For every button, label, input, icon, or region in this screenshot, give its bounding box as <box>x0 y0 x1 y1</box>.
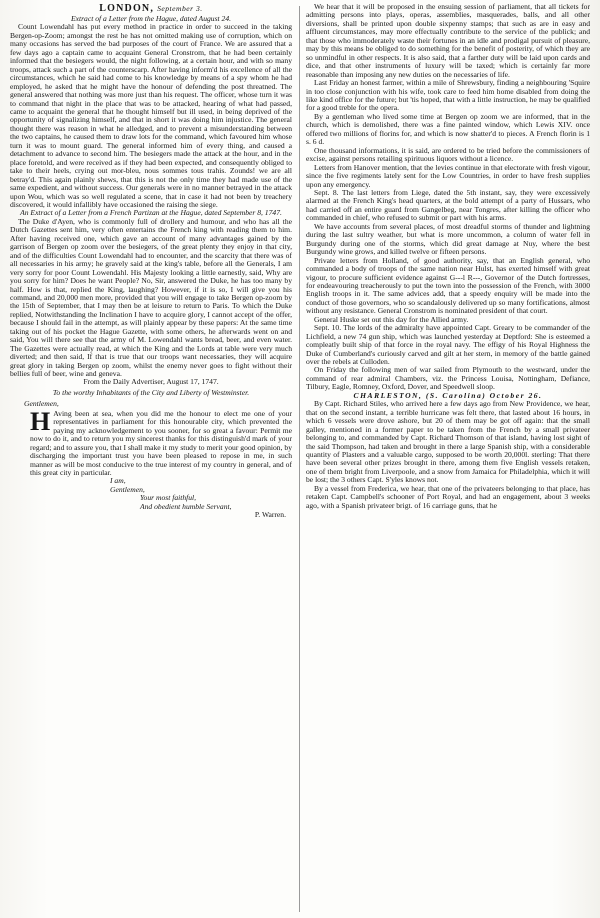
article-general-huske: General Huske set out this day for the Allied army. <box>314 314 469 324</box>
letter-close-gentlemen: Gentlemen, <box>110 484 145 494</box>
letter-signature: P. Warren. <box>254 510 286 520</box>
article-plymouth-squadron: On Friday the following men of war sailed from Plymouth to the westward, under the command of rear admiral Chambers, viz. the Princess Louisa, Nottingham, Defiance, Tilbury, Eagle, Romney, Oxford, Dover, and Speedwell sloop. <box>306 365 590 392</box>
article-lowendahl-corruption: Count Lowendahl has put every method in practice in order to succeed in the taking Bergen-op-Zoom; amongst the rest he has not omitted making use of corruption, which on many occasions has served the bad purposes of the court of France. We are assured that a few days ago a captain came to acquaint General Cronstrom, that he had been certainly informed that the besiegers would, the night following, at a certain hour, and with so many troops, attack such a part of the counterscarp. After having inform'd his excellence of all the circumstances, which he said had come to his knowledge by means of a spy whom he had employed, he asked that he might have the honour of defending the post threatned. The general answered that nothing was more just than his request. The officer, whose turn it was to command that night in the place that was to be attacked, hearing of what had passed, came to acquaint the general that he thought himself but ill used, in being deprived of the opportunity of signalizing himself, and that in short it was doing him injustice. The general thought there was reason in what he alledged, and to prevent a misunderstanding between the two captains, he caused them to draw lots for the command, which favoured him whose turn it was to mount guard. The general informed him of every thing, and caused a detachment to advance to second him. The besiegers made the attack at the hour, and in the place foretold, and were received as if they had been expected, and consequently obliged to take to their heels, crying out mor-bleu, nous sommes tous trahis. Zounds! we are all betray'd. This again plainly shews, that this is not the only time they had made use of the same expedient, and without success. Our generals were in no manner betrayed in the attack upon Wou, which was so well regulated a scene, that in case it had not been by treachery discovered, it would infallibly have occasioned the raising the siege. <box>10 22 292 209</box>
letter-body <box>10 406 292 520</box>
extract-heading-partizan: An Extract of a Letter from a French Partizan at the Hague, dated September 8, 1747. <box>20 208 282 218</box>
article-stamp-duty: We hear that it will be proposed in the ensuing session of parliament, that all tickets for admitting persons into plays, operas, assemblies, masquerades, balls, and all other diversions, shall be printed upon double sixpenny stamps; that such as are in easy and affluent circumstances, may more effectually contribute to the service of the publick; and that those who immoderately waste their fortunes in an idle and prodigal pursuit of pleasure, may by this means be obliged to do something for the benefit of posterity, of which they are so unmindful in other respects. It is also said, that a farther duty will be laid upon cards and dice, and that other instruments of luxury will be taxed; which is certainly far more reasonable than imposing any new duties on the necessaries of life. <box>306 3 590 79</box>
article-duke-dayen: The Duke d'Ayen, who is commonly full of drollery and humour, and who has all the Dutch Gazettes sent him, very often entertains the French king with reading them to him. After having received one, which gave an account of many advantages gained by the garrison of Bergen op zoom over the besiegers, of the great plenty they enjoy in that city, and of the difficulties Count Lowendahl had to encounter, and the scarcity that there was of all necessaries in his army; he gravely said at the king's table, before all the Generals, I am very sorry for poor Count Lowendahl. His Majesty looking a little earnestly, said, Why are you sorry for him? Does he want People? No, Sir, answered the Duke, he has too many by half. How is that, replied the King, laughing? However, if it is so, I will give you his command, and 20,000 men more, provided that you will engage to take Bergen op-zoom by the 15th of September, that I may then be at leisure to return to Paris. To which the Duke replied, Notwithstanding the Inclination I have to acquire glory, I cannot accept of the offer, because I should fail in the attempt, as will plainly appear by these papers: At the same time taking out of his pocket the Hague Gazette, with some others, he afterwards went on and said, You will there see that the army of M. Lowendahl wants bread, beer, and even water. The Gazettes were actually read, at which the King and the Lords at table were very much diverted; and then said, If that is true that our troops want necessaries, they will acquire great glory in taking Bergen op zoom, whilst the enemy never goes to fight without their bellies full of beer, wine and geneva. <box>10 216 292 379</box>
article-lichfield-launch: Sept. 10. The lords of the admiralty have appointed Capt. Greary to be commander of the Lichfield, a new 74 gun ship, which was launched yesterday at Deptford: She is esteemed a compleatly built ship of that force in the royal navy. The effigy of his Royal Highness the Duke of Cumberland's curiously carved and gilt at her stern, in memory of the battle gained over the rebels at Culloden. <box>306 323 590 367</box>
letter-salutation: Gentlemen, <box>24 399 59 409</box>
letter-close-i-am: I am, <box>110 476 126 486</box>
dateline <box>10 3 292 14</box>
article-hurricane-providence: By Capt. Richard Stiles, who arrived here a few days ago from New Providence, we hear, that on the second instant, a terrible hurricane was felt there, that lasted about 16 hours, in which 6 vessels were drove ashore, but 20 of them may be got off again: that the small galley, mentioned in a former paper to be taken from the French by a small privateer belonging to, and commanded by Capt. Richard Thomson of that island, having lost sight of the said Thompson, had taken and brought in there a large Spanish ship, with a considerable quantity of Plasters and a valuable cargo, supposed to be worth 20,000l. sterling: That there have been several other prizes brought in there, among them five English vessels retaken, one of them bright from Liverpoole, and a snow from Jamaica for Philadelphia, which it will be lost; the 3 others Capt. S'yles knows not. <box>306 399 590 485</box>
article-shrewsbury-farmer: Last Friday an honest farmer, within a mile of Shrewsbury, finding a neighbouring 'Squire in too close conjunction with his wife, took care to feed him home disabled from doing the like kind office for the future; but 'tis hoped, that with a little instruction, he may be qualified for a good treble for the opera. <box>306 78 590 113</box>
article-frederica-privateer: By a vessel from Frederica, we hear, that one of the privateers belonging to that place, has retaken Capt. Campbell's schooner of Port Royal, and had an engagement, about 3 weeks ago, with a Spanish privateer brigt. of 16 carriage guns, that he <box>306 483 590 510</box>
article-liege-hussars: Sept. 8. The last letters from Liege, dated the 5th instant, say, they were excessively alarmed at the French King's head quarters, at the bold attempt of a party of Hussars, who had carried off an entire guard from Gangelbeg, near Tongres, after killing the officer who commanded in chief, who refused to submit or part with his arms. <box>306 187 590 223</box>
charleston-dateline: CHARLESTON, (S. Carolina) October 26. <box>353 390 543 400</box>
letter-text: Aving been at sea, when you did me the honour to elect me one of your representatives in parliament for this honourable city, which prevented the paying my acknowledgement to you sooner, for so great a favour: Permit me now to do it, and to return you my sincerest thanks for this distinguish'd mark of your regard; and to assure you, that I shall make it my study to merit your good opinion, by discharging the important trust you have been pleased to repose in me, in such manner as will be most conducive to the true interest of my country in general, and of this great city in particular. <box>30 408 292 478</box>
column-divider <box>299 6 300 912</box>
article-holland-general: Private letters from Holland, of good authority, say, that an English general, who commanded a body of troops of the same nation near Hulst, has exerted himself with great vigour, to procure sufficient evidence against G---l R---, Governor of the Dutch fortresses, for endeavouring treacherously to put the town into the possession of the French, with 3000 English troops in it. The same advices add, that a speedy enquiry will be made into the conduct of those governors, who so scandalously delivered up so many fortifications, almost without any resistance. General Cronstrom is nominated president of that court. <box>306 255 590 316</box>
letter-close-faithful: Your most faithful, <box>140 493 197 503</box>
dateline-city: LONDON, <box>99 3 155 14</box>
article-excise-informations: One thousand informations, it is said, are ordered to be tried before the commissioners of excise, against persons retailing spirituous liquors without a licence. <box>306 145 590 164</box>
article-storms-burgundy: We have accounts from several places, of most dreadful storms of thunder and lightning during the last sultry weather, but what is more uncommon, a column of water fell in Burgundy during one of the storms, which did great damage at Nuy, where the best Burgundy wine grows, and killed twelve or fifteen persons. <box>306 221 590 257</box>
article-hanover-levies: Letters from Hanover mention, that the levies continue in that electorate with fresh vigour, since the five regiments lately sent for the Low Countries, in order to have fresh supplies upon any emergency. <box>306 162 590 189</box>
letter-address: To the worthy Inhabitants of the City and Liberty of Westminster. <box>52 387 250 397</box>
source-daily-advertiser: From the Daily Advertiser, August 17, 1747. <box>83 377 219 387</box>
letter-close-servant: And obedient humble Servant, <box>140 501 232 511</box>
left-column <box>10 3 292 914</box>
right-column <box>306 3 590 914</box>
drop-cap: H <box>30 406 51 436</box>
extract-heading-hague: Extract of a Letter from the Hague, dated August 24. <box>70 14 232 23</box>
article-bergen-window: By a gentleman who lived some time at Bergen op zoom we are informed, that in the church, which is demolished, there was a fine painted window, which Lewis XIV. once offered two millions of florins for, and which is now shatter'd to pieces. A French florin is 1 s. 6 d. <box>306 111 590 147</box>
dateline-date: September 3. <box>157 4 203 13</box>
